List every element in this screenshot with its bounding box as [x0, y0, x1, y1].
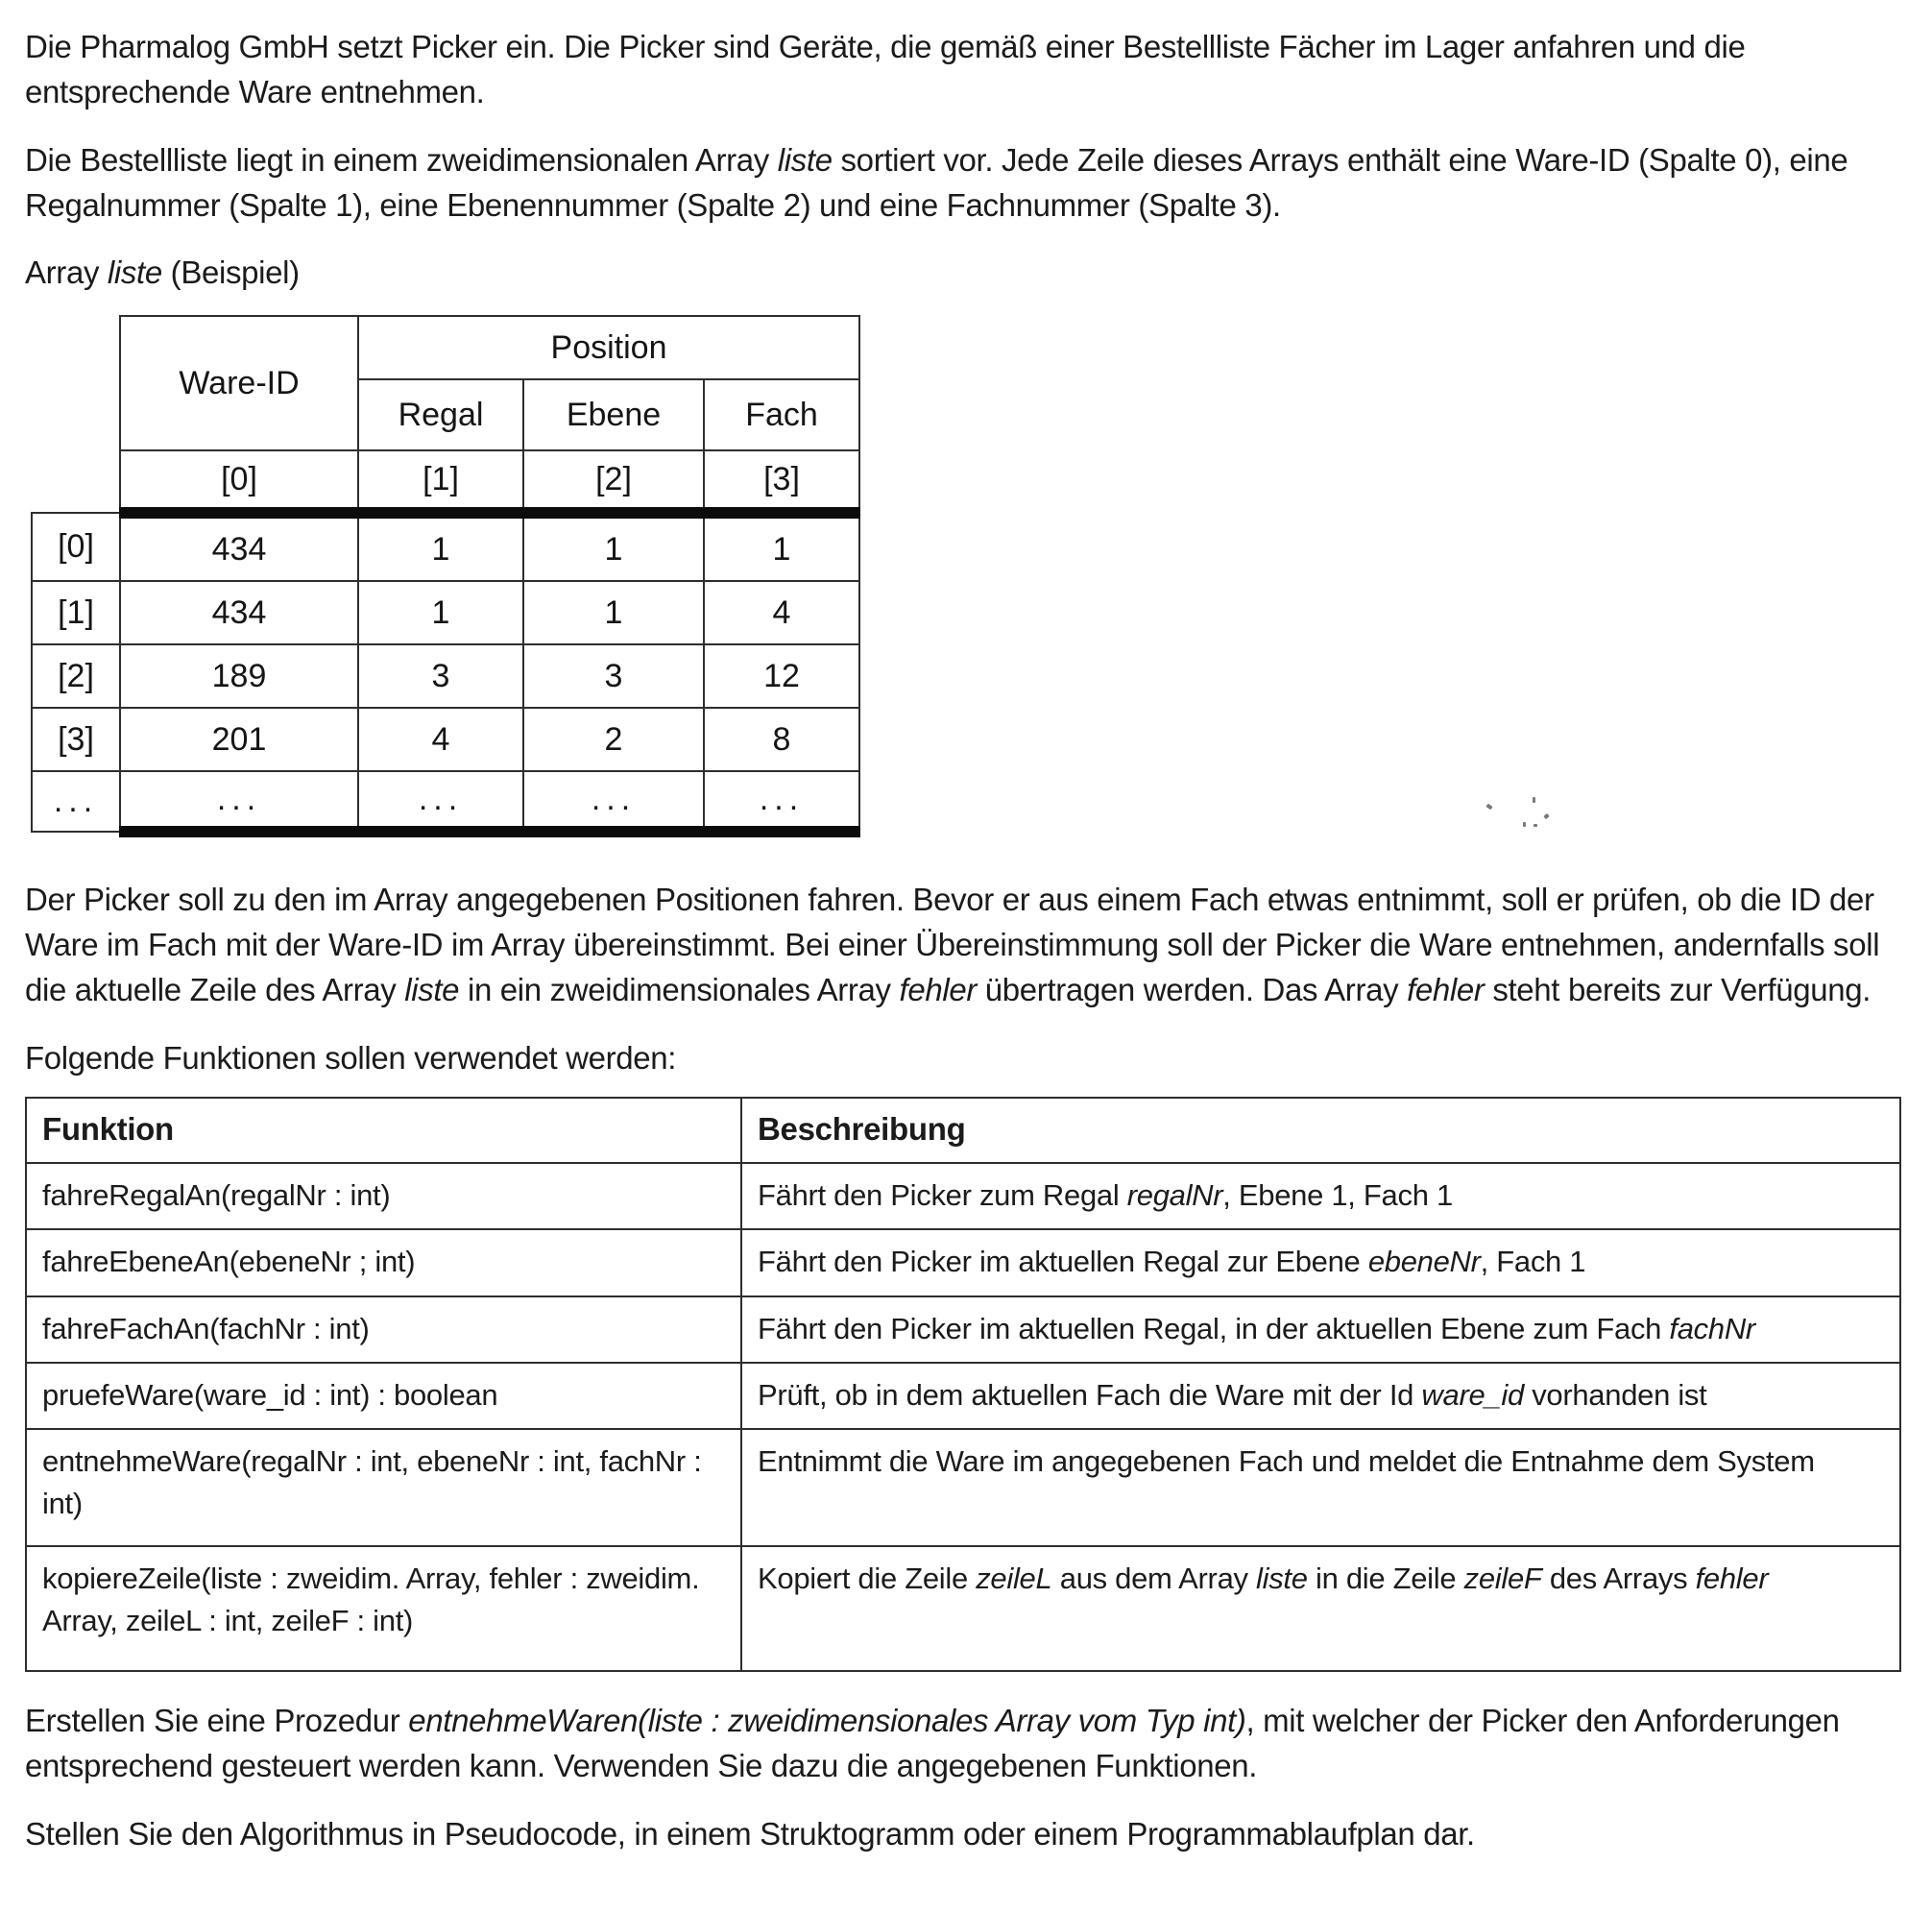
- array-row-index: ...: [32, 771, 120, 832]
- array-corner-spacer: [32, 379, 120, 450]
- function-row-fahreEbeneAn: [26, 1229, 1900, 1296]
- function-table-header-funktion: Funktion: [26, 1098, 741, 1163]
- paragraph-aufgabe-darstellung: Stellen Sie den Algorithmus in Pseudocode, in einem Struktogramm oder einem Programmablaufplan dar.: [25, 1816, 1475, 1852]
- function-table: [25, 1097, 1901, 1673]
- array-row-3: [32, 708, 859, 771]
- function-name-cell: fahreFachAn(fachNr : int): [26, 1296, 741, 1363]
- array-col-header-fach: Fach: [704, 379, 859, 450]
- array-cell: 1: [704, 513, 859, 581]
- array-cell: 4: [704, 581, 859, 644]
- array-cell: 12: [704, 644, 859, 708]
- array-col-header-ebene: Ebene: [523, 379, 704, 450]
- function-name-cell: kopiereZeile(liste : zweidim. Array, fehler : zweidim. Array, zeileL : int, zeileF : int): [26, 1546, 741, 1671]
- function-name-cell: fahreRegalAn(regalNr : int): [26, 1163, 741, 1229]
- array-row-1: [32, 581, 859, 644]
- array-col-header-regal: Regal: [358, 379, 523, 450]
- function-row-pruefeWare: [26, 1363, 1900, 1429]
- function-name-cell: fahreEbeneAn(ebeneNr ; int): [26, 1229, 741, 1296]
- array-col-header-ware-id: Ware-ID: [120, 316, 358, 450]
- paragraph-intro: Die Pharmalog GmbH setzt Picker ein. Die Picker sind Geräte, die gemäß einer Bestellliste Fächer im Lager anfahren und die entsprechende Ware entnehmen.: [25, 29, 1746, 109]
- array-cell: 2: [523, 708, 704, 771]
- function-row-entnehmeWare: [26, 1429, 1900, 1546]
- array-cell: ...: [120, 771, 358, 832]
- array-row-index: [1]: [32, 581, 120, 644]
- array-group-header-position: Position: [358, 316, 859, 379]
- array-cell: 189: [120, 644, 358, 708]
- array-col-index-3: [3]: [704, 450, 859, 513]
- array-cell: 1: [523, 581, 704, 644]
- array-cell: 3: [358, 644, 523, 708]
- function-desc-cell: Prüft, ob in dem aktuellen Fach die Ware mit der Id ware_id vorhanden ist: [741, 1363, 1900, 1429]
- function-desc-cell: Entnimmt die Ware im angegebenen Fach und meldet die Entnahme dem System: [741, 1429, 1900, 1546]
- paragraph-functions-intro: Folgende Funktionen sollen verwendet werden:: [25, 1039, 677, 1076]
- array-table-caption: Array liste (Beispiel): [25, 254, 300, 291]
- function-row-fahreRegalAn: [26, 1163, 1900, 1229]
- function-name-cell: pruefeWare(ware_id : int) : boolean: [26, 1363, 741, 1429]
- scan-smudge: [1523, 822, 1526, 827]
- function-desc-cell: Fährt den Picker zum Regal regalNr, Ebene 1, Fach 1: [741, 1163, 1900, 1229]
- array-cell: ...: [704, 771, 859, 832]
- array-cell: 201: [120, 708, 358, 771]
- array-cell: 3: [523, 644, 704, 708]
- array-header-group-row: [32, 316, 859, 379]
- array-row-ellipsis: [32, 771, 859, 832]
- function-table-header-row: [26, 1098, 1900, 1163]
- array-cell: 8: [704, 708, 859, 771]
- scan-smudge: [1534, 824, 1537, 827]
- array-cell: ...: [523, 771, 704, 832]
- paragraph-aufgabe-prozedur: Erstellen Sie eine Prozedur entnehmeWaren(liste : zweidimensionales Array vom Typ int), mit welcher der Picker den Anforderungen entsprechend gesteuert werden kann. Verwenden Sie dazu die angegebenen Funktionen.: [25, 1703, 1840, 1784]
- scan-smudge: [1543, 813, 1549, 819]
- scan-smudge: [1485, 804, 1492, 811]
- array-row-index: [0]: [32, 513, 120, 581]
- array-row-0: [32, 513, 859, 581]
- array-corner-spacer: [32, 450, 120, 513]
- function-desc-cell: Fährt den Picker im aktuellen Regal zur Ebene ebeneNr, Fach 1: [741, 1229, 1900, 1296]
- array-row-index: [3]: [32, 708, 120, 771]
- array-cell: 434: [120, 513, 358, 581]
- function-table-header-beschreibung: Beschreibung: [741, 1098, 1900, 1163]
- function-desc-cell: Kopiert die Zeile zeileL aus dem Array liste in die Zeile zeileF des Arrays fehler: [741, 1546, 1900, 1671]
- array-row-2: [32, 644, 859, 708]
- paragraph-picker: Der Picker soll zu den im Array angegebenen Positionen fahren. Bevor er aus einem Fach etwas entnimmt, soll er prüfen, ob die ID der Ware im Fach mit der Ware-ID im Array übereinstimmt. Bei einer Übereinstimmung soll der Picker die Ware entnehmen, andernfalls soll die aktuelle Zeile des Array liste in ein zweidimensionales Array fehler übertragen werden. Das Array fehler steht bereits zur Verfügung.: [25, 882, 1880, 1008]
- function-name-cell: entnehmeWare(regalNr : int, ebeneNr : int, fachNr : int): [26, 1429, 741, 1546]
- array-cell: 1: [523, 513, 704, 581]
- array-corner-spacer: [32, 316, 120, 379]
- array-table: [31, 315, 860, 837]
- array-cell: 434: [120, 581, 358, 644]
- paragraph-bestellliste: Die Bestellliste liegt in einem zweidimensionalen Array liste sortiert vor. Jede Zeile dieses Arrays enthält eine Ware-ID (Spalte 0), eine Regalnummer (Spalte 1), eine Ebenennummer (Spalte 2) und eine Fachnummer (Spalte 3).: [25, 141, 1848, 223]
- array-row-index: [2]: [32, 644, 120, 708]
- function-row-fahreFachAn: [26, 1296, 1900, 1363]
- array-cell: 4: [358, 708, 523, 771]
- array-col-index-0: [0]: [120, 450, 358, 513]
- array-col-index-2: [2]: [523, 450, 704, 513]
- array-column-index-row: [32, 450, 859, 513]
- function-row-kopiereZeile: [26, 1546, 1900, 1671]
- function-desc-cell: Fährt den Picker im aktuellen Regal, in der aktuellen Ebene zum Fach fachNr: [741, 1296, 1900, 1363]
- array-col-index-1: [1]: [358, 450, 523, 513]
- array-cell: ...: [358, 771, 523, 832]
- array-cell: 1: [358, 581, 523, 644]
- scan-smudge: [1533, 797, 1535, 803]
- array-cell: 1: [358, 513, 523, 581]
